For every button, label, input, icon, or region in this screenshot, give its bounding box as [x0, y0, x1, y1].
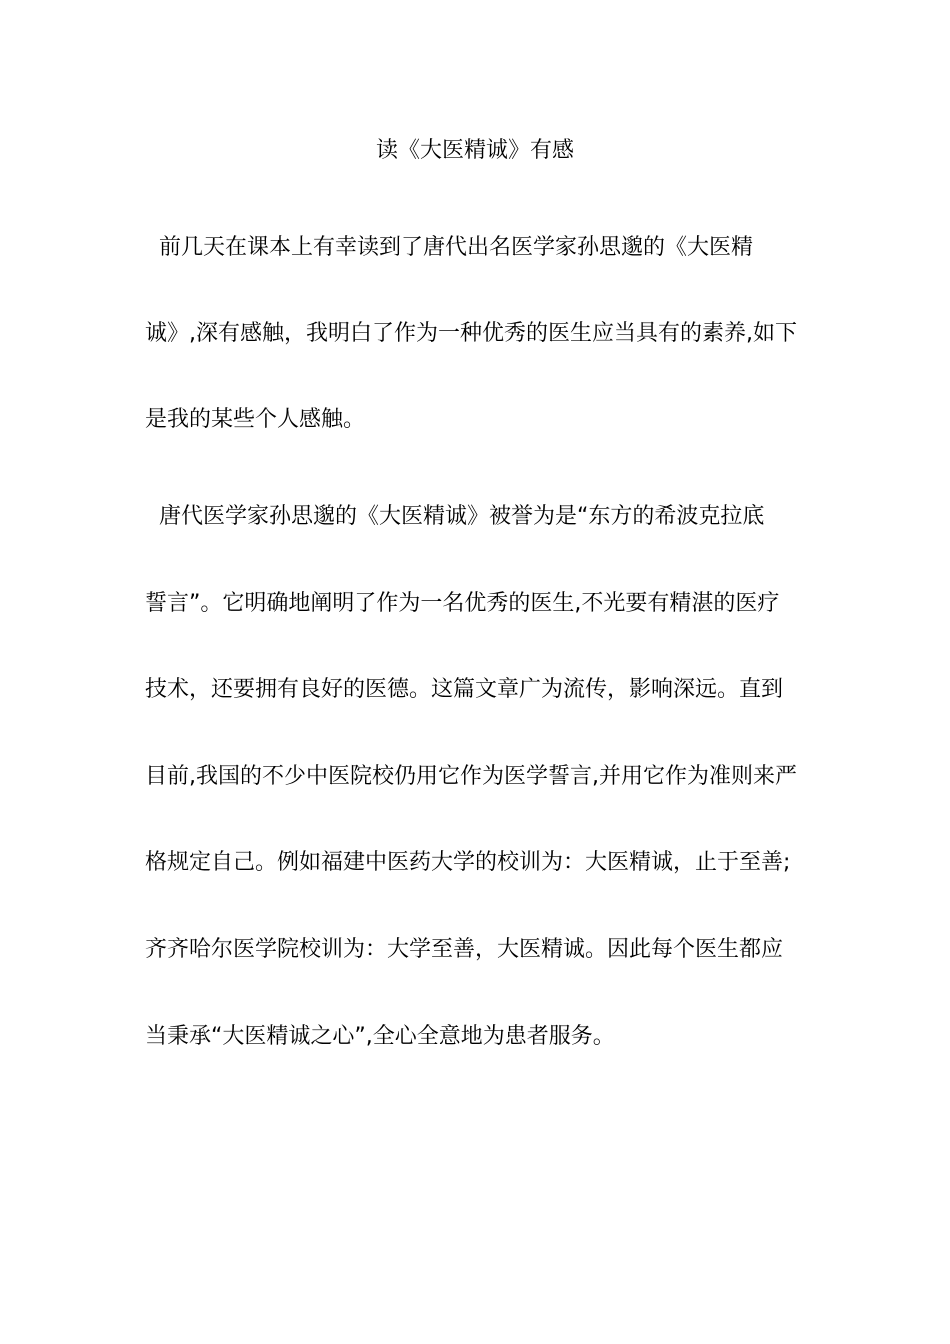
paragraph-line: 唐代医学家孙思邈的《大医精诚》被誉为是“东方的希波克拉底: [145, 504, 765, 529]
paragraph-line: 齐齐哈尔医学院校训为：大学至善，大医精诚。因此每个医生都应: [145, 937, 784, 962]
paragraph-line: 格规定自己。例如福建中医药大学的校训为：大医精诚，止于至善;: [145, 850, 791, 875]
paragraph-line: 是我的某些个人感触。: [145, 407, 366, 432]
document-title: 读《大医精诚》有感: [375, 138, 574, 163]
paragraph-line: 诚》,深有感触，我明白了作为一种优秀的医生应当具有的素养,如下: [145, 321, 797, 346]
paragraph-line: 技术，还要拥有良好的医德。这篇文章广为流传，影响深远。直到: [145, 677, 784, 702]
paragraph-line: 前几天在课本上有幸读到了唐代出名医学家孙思邈的《大医精: [145, 235, 753, 260]
paragraph-line: 当秉承“大医精诚之心”,全心全意地为患者服务。: [145, 1024, 615, 1049]
paragraph-line: 目前,我国的不少中医院校仍用它作为医学誓言,并用它作为准则来严: [145, 764, 797, 789]
paragraph-line: 誓言”。它明确地阐明了作为一名优秀的医生,不光要有精湛的医疗: [145, 591, 780, 616]
